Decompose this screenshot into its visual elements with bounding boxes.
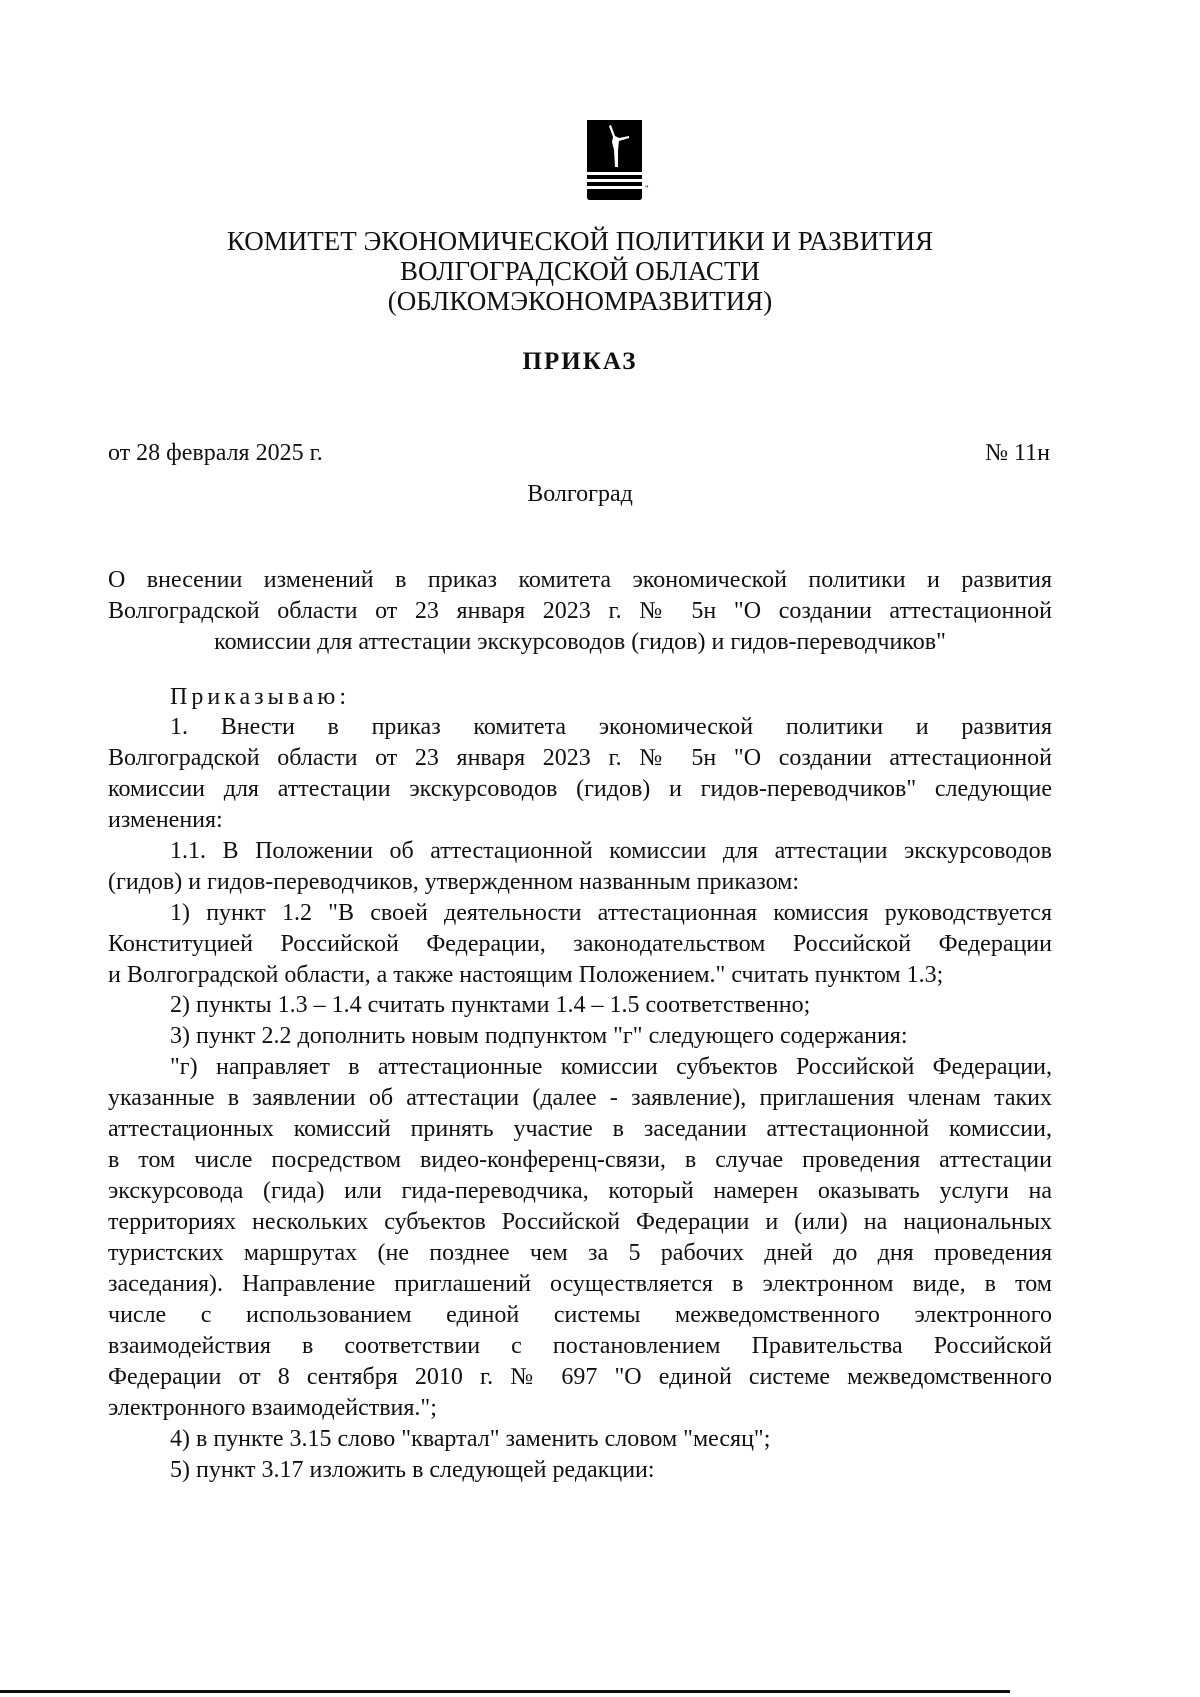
document-number: № 11н bbox=[985, 440, 1050, 466]
body-line: Федерации от 8 сентября 2010 г. № 697 "О единой системе межведомственного bbox=[108, 1364, 1052, 1390]
body-line: Конституцией Российской Федерации, законодательством Российской Федерации bbox=[108, 931, 1052, 957]
body-line: комиссии для аттестации экскурсоводов (гидов) и гидов-переводчиков" следующие bbox=[108, 776, 1052, 802]
body-line: Приказываю: bbox=[170, 684, 350, 710]
body-line: заседания). Направление приглашений осуществляется в электронном виде, в том bbox=[108, 1271, 1052, 1297]
svg-text:": " bbox=[645, 184, 649, 194]
org-name-line-1: КОМИТЕТ ЭКОНОМИЧЕСКОЙ ПОЛИТИКИ И РАЗВИТИЯ bbox=[226, 226, 934, 256]
body-line: 1. Внести в приказ комитета экономической политики и развития bbox=[170, 714, 1052, 740]
body-line: аттестационных комиссий принять участие в заседании аттестационной комиссии, bbox=[108, 1116, 1052, 1142]
body-line: экскурсовода (гида) или гида-переводчика, который намерен оказывать услуги на bbox=[108, 1178, 1052, 1204]
body-line: взаимодействия в соответствии с постановлением Правительства Российской bbox=[108, 1333, 1052, 1359]
org-name-line-2: ВОЛГОГРАДСКОЙ ОБЛАСТИ bbox=[400, 256, 760, 286]
body-line: 1) пункт 1.2 "В своей деятельности аттестационная комиссия руководствуется bbox=[170, 900, 1052, 926]
org-name-line-3: (ОБЛКОМЭКОНОМРАЗВИТИЯ) bbox=[387, 286, 773, 316]
body-line: "г) направляет в аттестационные комиссии субъектов Российской Федерации, bbox=[170, 1054, 1052, 1080]
body-line: 1.1. В Положении об аттестационной комиссии для аттестации экскурсоводов bbox=[170, 838, 1052, 864]
scan-edge-line bbox=[0, 1690, 1010, 1693]
body-line: (гидов) и гидов-переводчиков, утвержденном названным приказом: bbox=[108, 869, 800, 895]
coat-of-arms-emblem bbox=[587, 120, 662, 200]
body-line: 4) в пункте 3.15 слово "квартал" заменить словом "месяц"; bbox=[170, 1426, 771, 1452]
body-line: туристских маршрутах (не позднее чем за 5 рабочих дней до дня проведения bbox=[108, 1240, 1052, 1266]
body-line: Волгоградской области от 23 января 2023 г. № 5н "О создании аттестационной bbox=[108, 598, 1052, 624]
document-type: ПРИКАЗ bbox=[522, 348, 638, 375]
document-date: от 28 февраля 2025 г. bbox=[108, 440, 323, 466]
body-line: числе с использованием единой системы межведомственного электронного bbox=[108, 1302, 1052, 1328]
body-line: 5) пункт 3.17 изложить в следующей редакции: bbox=[170, 1457, 655, 1483]
body-line: в том числе посредством видео-конференц-связи, в случае проведения аттестации bbox=[108, 1147, 1052, 1173]
body-line: О внесении изменений в приказ комитета экономической политики и развития bbox=[108, 567, 1052, 593]
body-line: электронного взаимодействия."; bbox=[108, 1395, 437, 1421]
body-line: изменения: bbox=[108, 807, 223, 833]
document-city: Волгоград bbox=[527, 481, 633, 507]
body-line: указанные в заявлении об аттестации (далее - заявление), приглашения членам таких bbox=[108, 1085, 1052, 1111]
body-line: 3) пункт 2.2 дополнить новым подпунктом "г" следующего содержания: bbox=[170, 1023, 908, 1049]
body-line: Волгоградской области от 23 января 2023 г. № 5н "О создании аттестационной bbox=[108, 745, 1052, 771]
body-line: комиссии для аттестации экскурсоводов (гидов) и гидов-переводчиков" bbox=[214, 629, 946, 655]
body-line: территориях нескольких субъектов Российской Федерации и (или) на национальных bbox=[108, 1209, 1052, 1235]
body-line: 2) пункты 1.3 – 1.4 считать пунктами 1.4 – 1.5 соответственно; bbox=[170, 992, 811, 1018]
body-line: и Волгоградской области, а также настоящим Положением." считать пунктом 1.3; bbox=[108, 962, 944, 988]
